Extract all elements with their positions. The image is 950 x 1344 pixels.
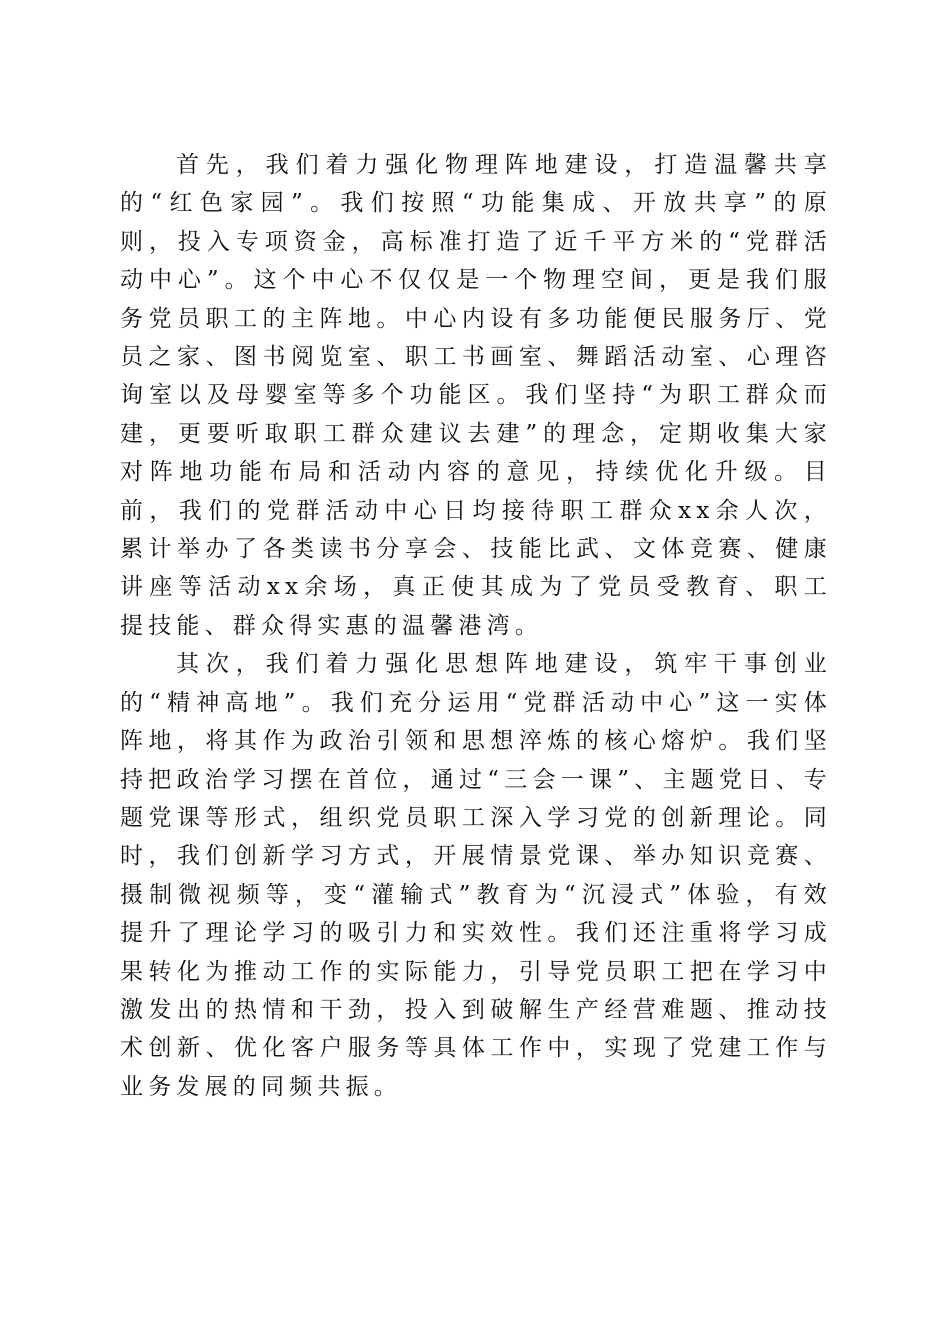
document-page xyxy=(120,146,832,1106)
paragraph-ideological-position: 其次，我们着力强化思想阵地建设，筑牢干事创业的“精神高地”。我们充分运用“党群活动中心”这一实体阵地，将其作为政治引领和思想淬炼的核心熔炉。我们坚持把政治学习摆在首位，通过“三会一课”、主题党日、专题党课等形式，组织党员职工深入学习党的创新理论。同时，我们创新学习方式，开展情景党课、举办知识竞赛、摄制微视频等，变“灌输式”教育为“沉浸式”体验，有效提升了理论学习的吸引力和实效性。我们还注重将学习成果转化为推动工作的实际能力，引导党员职工把在学习中激发出的热情和干劲，投入到破解生产经营难题、推动技术创新、优化客户服务等具体工作中，实现了党建工作与业务发展的同频共振。 xyxy=(120,651,832,1100)
paragraph-physical-position: 首先，我们着力强化物理阵地建设，打造温馨共享的“红色家园”。我们按照“功能集成、开放共享”的原则，投入专项资金，高标准打造了近千平方米的“党群活动中心”。这个中心不仅仅是一个物理空间，更是我们服务党员职工的主阵地。中心内设有多功能便民服务厅、党员之家、图书阅览室、职工书画室、舞蹈活动室、心理咨询室以及母婴室等多个功能区。我们坚持“为职工群众而建，更要听取职工群众建议去建”的理念，定期收集大家对阵地功能布局和活动内容的意见，持续优化升级。目前，我们的党群活动中心日均接待职工群众xx余人次，累计举办了各类读书分享会、技能比武、文体竞赛、健康讲座等活动xx余场，真正使其成为了党员受教育、职工提技能、群众得实惠的温馨港湾。 xyxy=(120,152,832,639)
